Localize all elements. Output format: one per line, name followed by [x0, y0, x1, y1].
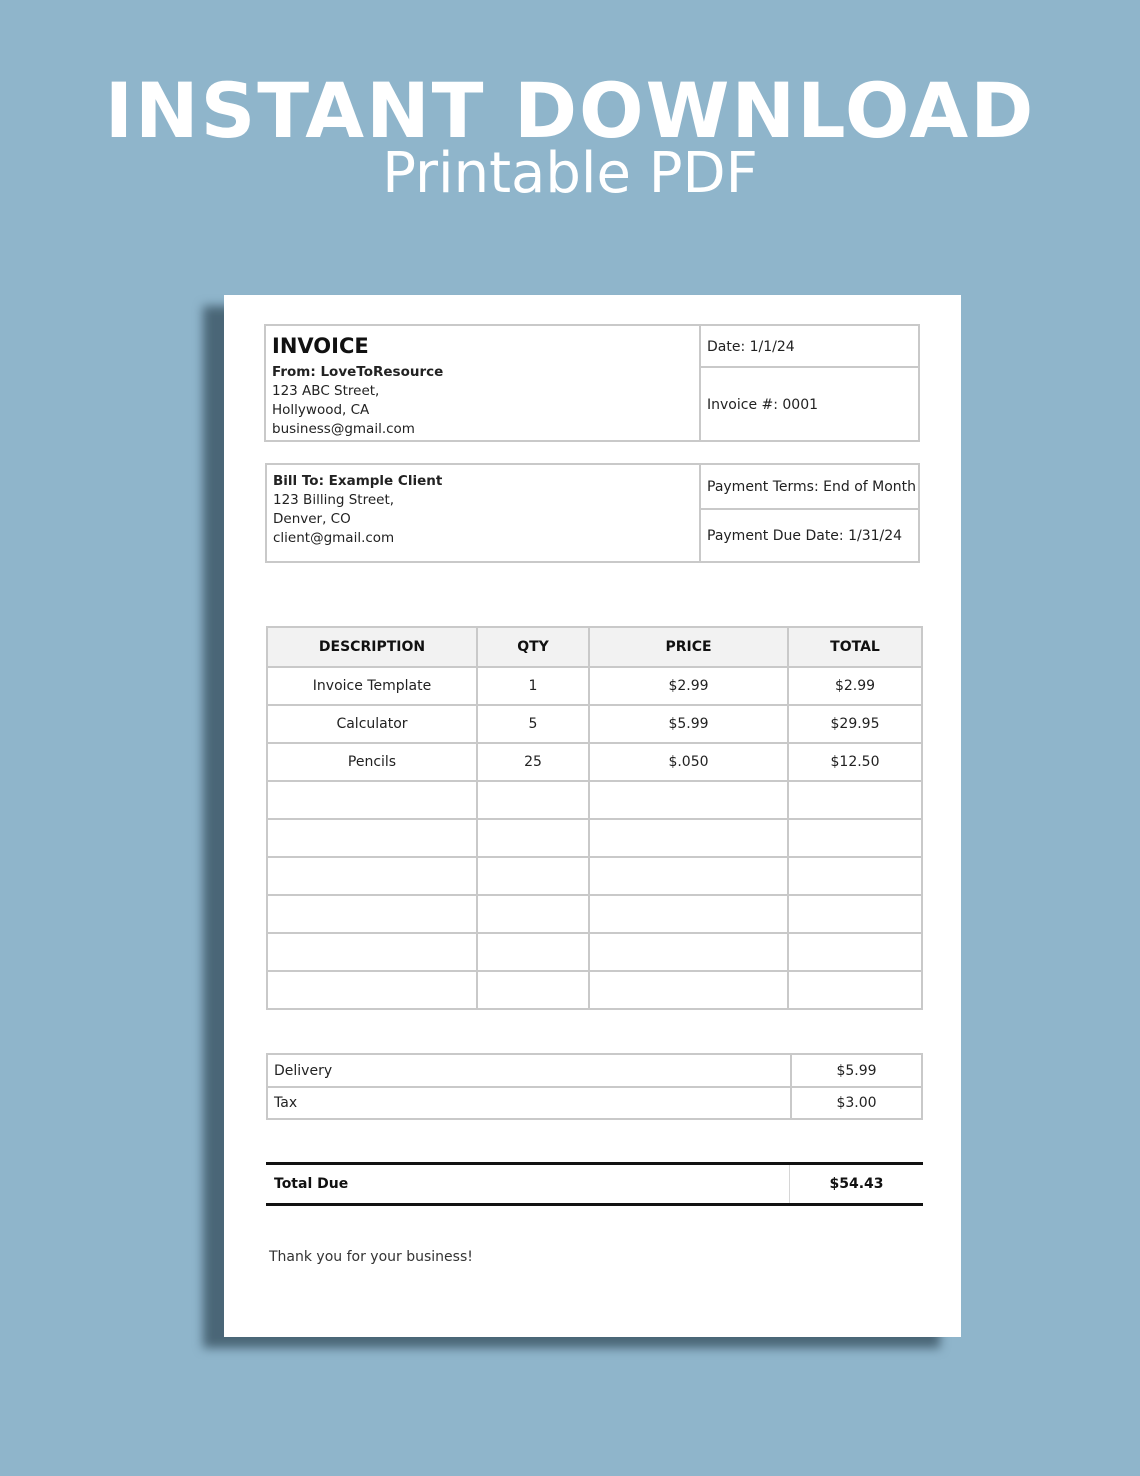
column-header-total: TOTAL	[788, 627, 922, 667]
cell-price	[589, 933, 788, 971]
cell-price: $5.99	[589, 705, 788, 743]
cell-price	[589, 819, 788, 857]
table-row	[267, 971, 922, 1009]
cell-price: $2.99	[589, 667, 788, 705]
cell-description: Invoice Template	[267, 667, 477, 705]
cell-total: $12.50	[788, 743, 922, 781]
from-block	[272, 363, 443, 439]
tax-label: Tax	[274, 1095, 298, 1111]
table-row	[267, 933, 922, 971]
delivery-label: Delivery	[274, 1063, 333, 1079]
bill-to-block	[273, 472, 442, 548]
cell-qty	[477, 895, 589, 933]
cell-total	[788, 781, 922, 819]
cell-total	[788, 857, 922, 895]
cell-description	[267, 933, 477, 971]
total-due-amount: $54.43	[829, 1176, 884, 1192]
banner-subtitle: Printable PDF	[382, 141, 758, 206]
header-box	[264, 324, 920, 442]
items-table	[266, 626, 923, 1010]
table-row	[267, 819, 922, 857]
total-due-label: Total Due	[274, 1176, 349, 1192]
thank-you-note: Thank you for your business!	[269, 1249, 473, 1265]
cell-price	[589, 781, 788, 819]
table-row	[267, 781, 922, 819]
bill-to-address-line: 123 Billing Street,	[273, 492, 395, 508]
bill-to-label: Bill To: Example Client	[273, 473, 443, 489]
table-row	[267, 667, 922, 705]
invoice-sheet	[224, 295, 961, 1337]
cell-description	[267, 971, 477, 1009]
invoice-title: INVOICE	[272, 334, 369, 358]
tax-amount: $3.00	[836, 1095, 877, 1111]
cell-total	[788, 933, 922, 971]
cell-description	[267, 895, 477, 933]
cell-description	[267, 781, 477, 819]
extras-box	[266, 1053, 923, 1120]
cell-price	[589, 895, 788, 933]
bill-to-address-line: Denver, CO	[273, 511, 351, 527]
bill-to-box	[265, 463, 920, 563]
invoice-date: Date: 1/1/24	[707, 339, 795, 355]
banner-title: INSTANT DOWNLOAD	[104, 66, 1036, 155]
payment-due-date: Payment Due Date: 1/31/24	[707, 528, 903, 544]
total-bottom-rule	[266, 1203, 923, 1206]
cell-qty: 5	[477, 705, 589, 743]
invoice-number: Invoice #: 0001	[707, 397, 819, 413]
cell-qty: 25	[477, 743, 589, 781]
column-header-description: DESCRIPTION	[267, 627, 477, 667]
table-row	[267, 895, 922, 933]
cell-total	[788, 895, 922, 933]
table-row	[267, 705, 922, 743]
cell-description	[267, 819, 477, 857]
cell-price	[589, 971, 788, 1009]
total-top-rule	[266, 1162, 923, 1165]
payment-terms: Payment Terms: End of Month	[707, 479, 917, 495]
cell-description	[267, 857, 477, 895]
cell-qty	[477, 971, 589, 1009]
cell-total	[788, 819, 922, 857]
cell-price	[589, 857, 788, 895]
cell-total: $2.99	[788, 667, 922, 705]
cell-qty	[477, 781, 589, 819]
table-row	[267, 857, 922, 895]
cell-price: $.050	[589, 743, 788, 781]
cell-qty	[477, 933, 589, 971]
cell-total	[788, 971, 922, 1009]
cell-qty: 1	[477, 667, 589, 705]
cell-qty	[477, 819, 589, 857]
column-header-qty: QTY	[477, 627, 589, 667]
cell-description: Pencils	[267, 743, 477, 781]
from-email: business@gmail.com	[272, 421, 415, 437]
column-header-price: PRICE	[589, 627, 788, 667]
from-label: From: LoveToResource	[272, 364, 444, 380]
delivery-amount: $5.99	[836, 1063, 877, 1079]
cell-description: Calculator	[267, 705, 477, 743]
cell-total: $29.95	[788, 705, 922, 743]
cell-qty	[477, 857, 589, 895]
table-header-row	[267, 627, 922, 667]
table-row	[267, 743, 922, 781]
from-address-line: 123 ABC Street,	[272, 383, 380, 399]
bill-to-email: client@gmail.com	[273, 530, 395, 546]
from-address-line: Hollywood, CA	[272, 402, 370, 418]
